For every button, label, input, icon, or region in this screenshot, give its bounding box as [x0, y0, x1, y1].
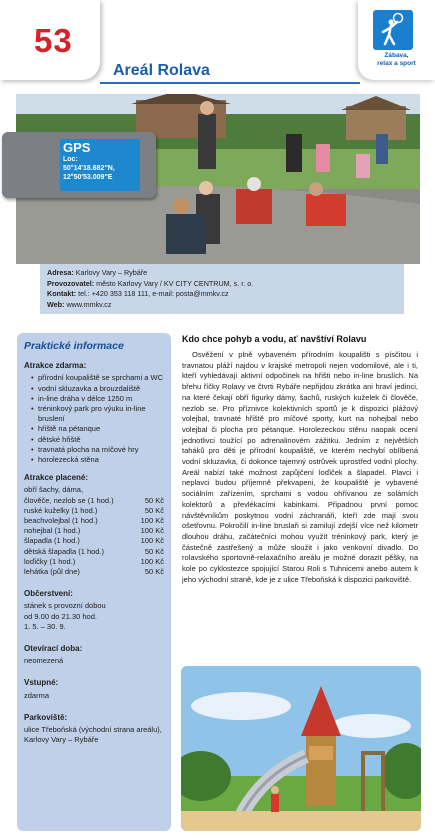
- list-item: • travnatá plocha na míčové hry: [32, 445, 164, 455]
- price-row: nohejbal (1 hod.) 100 Kč: [24, 526, 164, 536]
- entry-title: Vstupné:: [24, 678, 59, 688]
- article-text: Osvěžení v plně vybaveném přírodním koupališti s písčitou i travnatou pláží najdou v krajské metropoli nejen vodomilové, ale i ti, kteří vyhledávají aktivní odpočinek na hřišti nebo in-line bruslích. Na břehu říčky Rolavy ve čtvrti Rybáře nepřijdou zkrátka ani hraví jedinci, na které čekají obří figurky dámy, šachů, ruských kuželek či člověče, nezlob se. Pro příznivce kolektivních sportů je k dispozici plážový volejbal, travnaté hřiště pro míčové sporty, kurt na nohejbal nebo volejbal či plocha pro pétanque. Horolezeckou stěnu naopak ocení jednotlivci toužící po adrenalinovém zážitku. Jedním z největších taháků pro děti je přírodní koupaliště, ve kterém nechybí oblíbená vodní skluzavka, či dokonce tajemný ostrůvek uprostřed vodní plochy. Areál nabízí také možnost zapůjčení loďiček a šlapadel. Plavci i neplavci budou příjemně překvapeni, že koupaliště je vybavené sociálním zařízením, sprchami s vodou ohřívanou ze solárních kolektorů a převlékacími kabinkami. Připadnou první pomoc návštěvníkům poskytnou vodní záchranáři, kteří zde mají svou ošetřovnu. Pokročilí in-line bruslaři si zamilují zdejší více než kilometr dlouhou dráhu, začátečníci mohou využít tréninkový park, který je částečně zastřešený a může sloužit i jako venkovní divadlo. Do rolavského sportovně-relaxačního areálu je možné dorazit pěšky, na kole po cyklostezce spojující Starou Roli s Tuhnicemi anebo autem k jeho východní straně, kde je z ulice Třeboňská k dispozici parkoviště.: [182, 350, 418, 584]
- contact-info: [40, 264, 404, 314]
- list-item: • vodní skluzavka a brouzdaliště: [32, 384, 164, 394]
- list-item: • přírodní koupaliště se sprchami a WC: [32, 373, 164, 383]
- refreshments-line: stánek s provozní dobou: [24, 601, 106, 611]
- web-line: Web: www.mmkv.cz: [47, 299, 112, 309]
- gps-screen: [60, 139, 140, 191]
- list-item: • horolezecká stěna: [32, 455, 164, 465]
- price-row: člověče, nezlob se (1 hod.) 50 Kč: [24, 495, 164, 505]
- gps-longitude: 12°50'53.009"E: [63, 174, 113, 181]
- volleyball-player-icon: [373, 10, 413, 50]
- price-row: loďičky (1 hod.) 100 Kč: [24, 556, 164, 566]
- contact-line: Kontakt: tel.: +420 353 118 111, e-mail: posta@mmkv.cz: [47, 289, 229, 298]
- page-title: Areál Rolava: [113, 62, 210, 79]
- gps-device: [2, 132, 156, 198]
- sidebar-title: Praktické informace: [24, 340, 124, 352]
- gps-title: GPS: [63, 140, 91, 155]
- price-row: lehátka (půl dne) 50 Kč: [24, 567, 164, 577]
- list-item: • in-line dráha v délce 1250 m: [32, 394, 164, 404]
- list-item: • hřiště na pétanque: [32, 424, 164, 434]
- opening-hours-title: Otevírací doba:: [24, 644, 83, 654]
- price-row: šlapadla (1 hod.) 100 Kč: [24, 536, 164, 546]
- practical-info-box: [17, 333, 171, 831]
- price-row: beachvolejbal (1 hod.) 100 Kč: [24, 516, 164, 526]
- photo-playground-slide: [181, 666, 421, 831]
- title-underline: [100, 82, 360, 84]
- address-line: Adresa: Karlovy Vary – Rybáře: [47, 268, 148, 277]
- refreshments-line: 1. 5. – 30. 9.: [24, 621, 66, 631]
- parking-title: Parkoviště:: [24, 712, 68, 722]
- page-header: [0, 0, 435, 84]
- parking-value: ulice Třeboňská (východní strana areálu), Karlovy Vary – Rybáře: [24, 725, 162, 745]
- free-attractions-title: Atrakce zdarma:: [24, 361, 87, 371]
- operator-line: Provozovatel: město Karlovy Vary / KV CITY CENTRUM, s. r. o.: [47, 278, 254, 288]
- number-tab: [0, 0, 100, 80]
- free-attractions-list: [24, 373, 164, 465]
- list-item: • dětské hřiště: [32, 435, 164, 445]
- paid-intro: obří šachy, dáma,: [24, 485, 84, 495]
- price-row: ruské kuželky (1 hod.) 50 Kč: [24, 505, 164, 515]
- entry-value: zdarma: [24, 690, 50, 700]
- article-heading: Kdo chce pohyb a vodu, ať navštíví Rolavu: [182, 334, 367, 344]
- list-item: • tréninkový park pro výuku in-line bruslení: [32, 404, 164, 424]
- opening-hours-value: neomezená: [24, 656, 64, 666]
- category-label: Zábava, relax a sport: [377, 52, 416, 67]
- refreshments-title: Občerstvení:: [24, 589, 73, 599]
- price-row: dětská šlapadla (1 hod.) 50 Kč: [24, 546, 164, 556]
- page-number: 53: [34, 22, 73, 59]
- refreshments-line: od 9.00 do 21.30 hod.: [24, 611, 97, 621]
- category-tab: [358, 0, 435, 80]
- gps-label: Loc:: [63, 156, 78, 163]
- gps-latitude: 50°14'18.682"N,: [63, 165, 115, 172]
- paid-attractions-title: Atrakce placené:: [24, 473, 89, 483]
